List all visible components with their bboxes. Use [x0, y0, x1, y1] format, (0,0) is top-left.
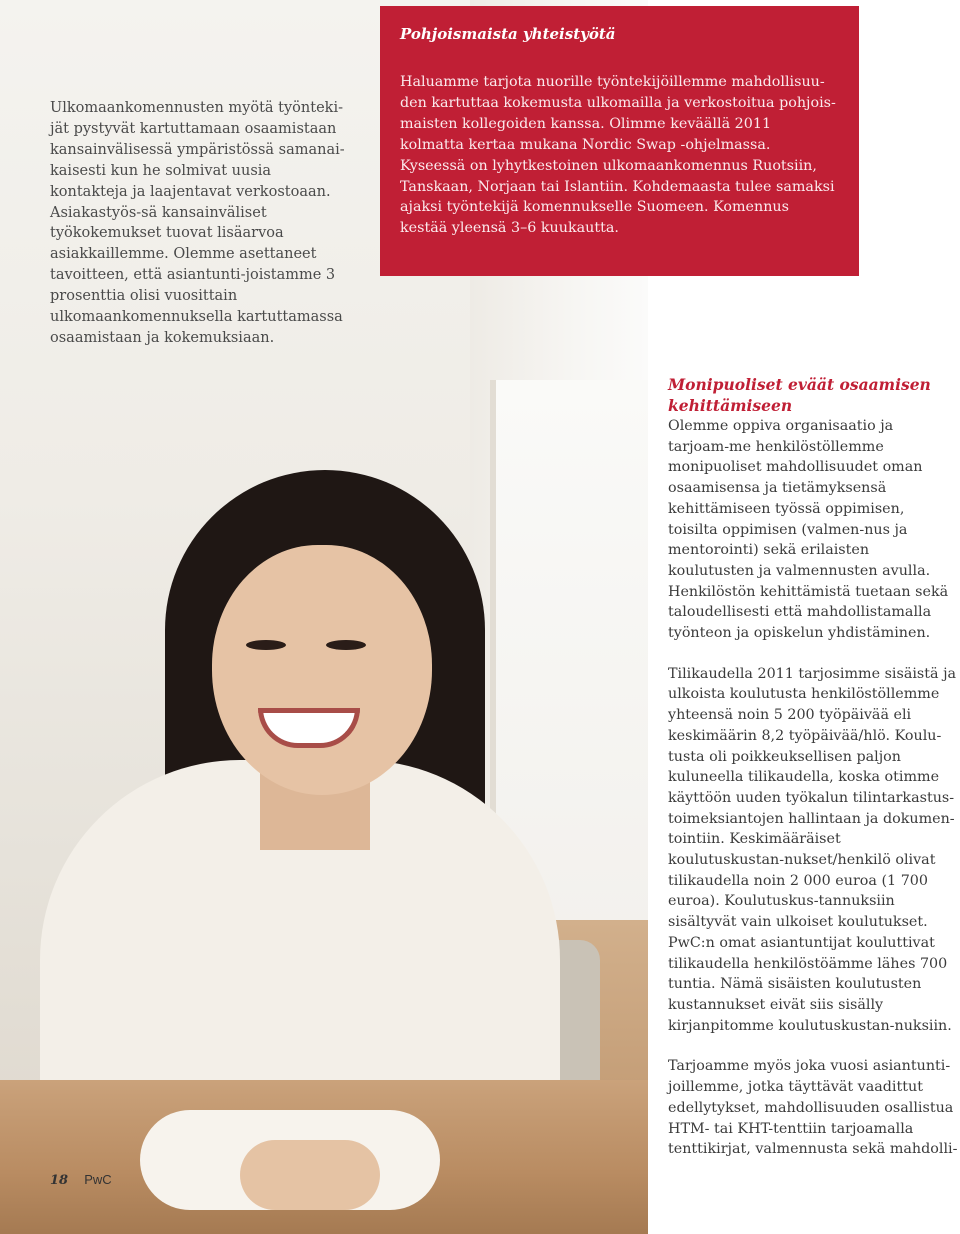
sidebar-box-title: Pohjoismaista yhteistyötä	[400, 25, 616, 43]
body-paragraph-3: Tarjoamme myös joka vuosi asiantunti-joillemme, jotka täyttävät vaadittut edellytykset, mahdollisuuden osallistua HTM- tai KHT-tenttiin tarjoamalla tenttikirjat, valmennusta sekä mahdolli-	[668, 1058, 958, 1158]
page-number: 18	[50, 1173, 69, 1188]
body-paragraph-2: Tilikaudella 2011 tarjosimme sisäistä ja ulkoista koulutusta henkilöstöllemme yhteensä noin 5 200 työpäivää eli keskimäärin 8,2 työpäivää/hlö. Koulu-tusta oli poikkeuksellisen paljon kuluneella tilikaudella, koska otimme käyttöön uuden työkalun tilintarkastus-toimeksiantojen hallintaan ja dokumen-tointiin. Keskimääräiset koulutuskustan-nukset/henkilö olivat tilikaudella noin 2 000 euroa (1 700 euroa). Koulutuskus-tannuksiin sisältyvät vain ulkoiset koulutukset. PwC:n omat asiantuntijat kouluttivat tilikaudella henkilöstöämme lähes 700 tuntia. Nämä sisäisten koulutusten kustannukset eivät siis sisälly kirjanpitomme koulutuskustan-nuksiin.	[668, 665, 957, 1034]
sidebar-box-text: Haluamme tarjota nuorille työntekijöillemme mahdollisuu-den kartuttaa kokemusta ulkomailla ja verkostoitua pohjois-maisten kollegoiden kanssa. Olimme keväällä 2011 kolmatta kertaa mukana Nordic Swap -ohjelmassa. Kyseessä on lyhytkestoinen ulkomaankomennus Ruotsiin, Tanskaan, Norjaan tai Islantiin. Kohdemaasta tulee samaksi ajaksi työntekijä komennukselle Suomeen. Komennus kestää yleensä 3–6 kuukautta.	[400, 74, 836, 237]
hand-shape	[240, 1140, 380, 1210]
left-eye-shape	[246, 640, 286, 650]
page-footer	[50, 1172, 112, 1188]
right-column	[668, 374, 958, 1180]
brand-name: PwC	[84, 1172, 112, 1187]
section-heading: Monipuoliset eväät osaamisen kehittämiseen	[668, 375, 931, 415]
intro-paragraph: Ulkomaankomennusten myötä työnteki-jät pystyvät kartuttamaan osaamistaan kansainvälisessä ympäristössä samanai-kaisesti kun he solmivat uusia kontakteja ja laajentavat verkostoaan. Asiakastyös-sä kansainväliset työkokemukset tuovat lisäarvoa asiakkaillemme. Olemme asettaneet tavoitteen, että asiantunti-joistamme 3 prosenttia olisi vuosittain ulkomaankomennuksella kartuttamassa osaamistaan ja kokemuksiaan.	[50, 100, 345, 346]
right-eye-shape	[326, 640, 366, 650]
sidebar-box-nordic-cooperation	[380, 6, 859, 276]
body-paragraph-1: Olemme oppiva organisaatio ja tarjoam-me henkilöstöllemme monipuoliset mahdollisuudet oman osaamisensa ja tietämyksensä kehittämiseen työssä oppimisen, toisilta oppimisen (valmen-nus ja mentorointi) sekä erilaisten koulutusten ja valmennusten avulla. Henkilöstön kehittämistä tuetaan sekä taloudellisesti että mahdollistamalla työnteon ja opiskelun yhdistäminen.	[668, 418, 949, 642]
face-shape	[212, 545, 432, 795]
